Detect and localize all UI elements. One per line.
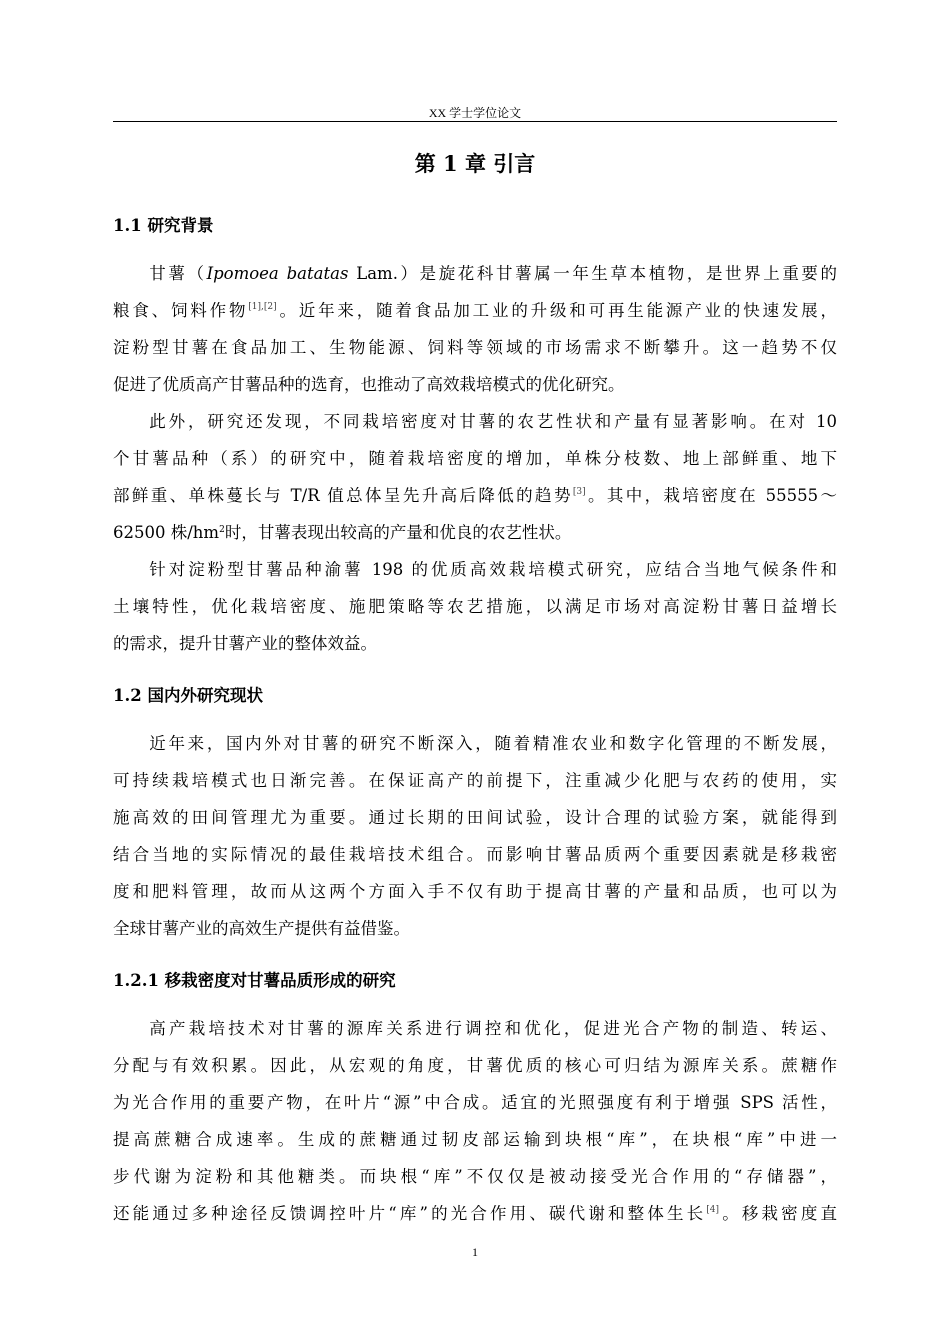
text-line: 的需求，提升甘薯产业的整体效益。 xyxy=(113,634,377,653)
running-header: XX 学士学位论文 xyxy=(428,106,522,120)
chapter-title: 第 1 章 引言 xyxy=(414,151,536,176)
text-line: 还能通过多种途径反馈调控叶片“库”的光合作用、碳代谢和整体生长[4]。移栽密度直 xyxy=(113,1204,837,1223)
text-line: 淀粉型甘薯在食品加工、生物能源、饲料等领域的市场需求不断攀升。这一趋势不仅 xyxy=(113,338,837,357)
text-line: 可持续栽培模式也日渐完善。在保证高产的前提下，注重减少化肥与农药的使用，实 xyxy=(113,771,837,790)
citation-marker[interactable]: [3] xyxy=(572,487,586,497)
paragraph-background-1 xyxy=(113,255,837,403)
text-line: 62500 株$/hm^2$时，甘薯表现出较高的产量和优良的农艺性状。 xyxy=(113,523,572,542)
superscript-exponent: 2 xyxy=(219,525,225,535)
text-line: 针对淀粉型甘薯品种渝薯 198 的优质高效栽培模式研究，应结合当地气候条件和 xyxy=(149,560,837,579)
text-line: 高产栽培技术对甘薯的源库关系进行调控和优化，促进光合产物的制造、转运、 xyxy=(149,1019,837,1038)
text-line: 粮食、饲料作物[1],[2]。近年来，随着食品加工业的升级和可再生能源产业的快速发展， xyxy=(113,301,838,320)
page-number: 1 xyxy=(472,1245,478,1259)
section-heading-1-2: 1.2 国内外研究现状 xyxy=(113,686,263,705)
text-line: 个甘薯品种（系）的研究中，随着栽培密度的增加，单株分枝数、地上部鲜重、地下 xyxy=(113,449,837,468)
paragraph-background-2 xyxy=(113,403,837,551)
section-heading-1-1: 1.1 研究背景 xyxy=(113,216,214,235)
text-line: 分配与有效积累。因此，从宏观的角度，甘薯优质的核心可归结为源库关系。蔗糖作 xyxy=(113,1056,837,1075)
text-line: 步代谢为淀粉和其他糖类。而块根“库”不仅仅是被动接受光合作用的“存储器”， xyxy=(113,1167,837,1186)
citation-marker[interactable]: [1],[2] xyxy=(248,302,277,312)
paragraph-density-quality xyxy=(113,1010,837,1232)
text-line: 提高蔗糖合成速率。生成的蔗糖通过韧皮部运输到块根“库”，在块根“库”中进一 xyxy=(113,1130,837,1149)
text-line: 甘薯（Ipomoea batatas Lam.）是旋花科甘薯属一年生草本植物，是世界上重要的 xyxy=(149,264,838,283)
text-line: 为光合作用的重要产物，在叶片“源”中合成。适宜的光照强度有利于增强 SPS 活性， xyxy=(113,1093,837,1112)
citation-marker[interactable]: [4] xyxy=(706,1205,720,1215)
scientific-name: Ipomoea batatas xyxy=(206,264,349,283)
text-line: 此外，研究还发现，不同栽培密度对甘薯的农艺性状和产量有显著影响。在对 10 xyxy=(149,412,837,431)
text-line: 全球甘薯产业的高效生产提供有益借鉴。 xyxy=(113,919,410,938)
text-line: 促进了优质高产甘薯品种的选育，也推动了高效栽培模式的优化研究。 xyxy=(113,375,625,394)
text-line: 部鲜重、单株蔓长与 T/R 值总体呈先升高后降低的趋势[3]。其中，栽培密度在 55555～ xyxy=(113,486,838,505)
paragraph-research-status xyxy=(113,725,837,947)
header-divider xyxy=(113,121,837,122)
text-line: 施高效的田间管理尤为重要。通过长期的田间试验，设计合理的试验方案，就能得到 xyxy=(113,808,837,827)
text-line: 结合当地的实际情况的最佳栽培技术组合。而影响甘薯品质两个重要因素就是移栽密 xyxy=(113,845,837,864)
paragraph-background-3 xyxy=(113,551,837,662)
text-line: 度和肥料管理，故而从这两个方面入手不仅有助于提高甘薯的产量和品质，也可以为 xyxy=(113,882,837,901)
text-line: 土壤特性，优化栽培密度、施肥策略等农艺措施，以满足市场对高淀粉甘薯日益增长 xyxy=(113,597,837,616)
text-line: 近年来，国内外对甘薯的研究不断深入，随着精准农业和数字化管理的不断发展， xyxy=(149,734,837,753)
section-heading-1-2-1: 1.2.1 移栽密度对甘薯品质形成的研究 xyxy=(113,971,396,990)
